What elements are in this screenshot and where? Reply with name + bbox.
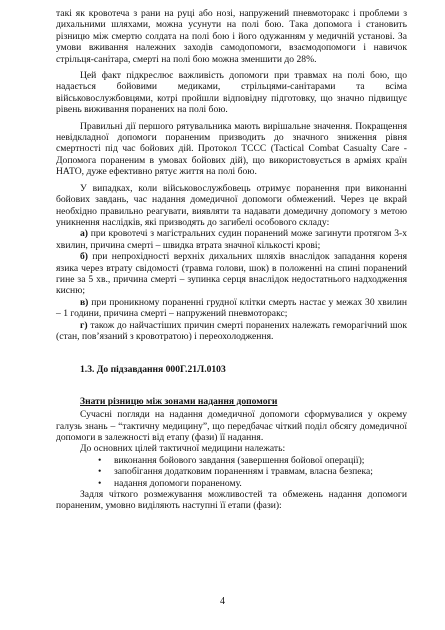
cause-letter-g: г) [80,319,88,331]
cause-letter-a: а) [80,228,88,240]
cause-text-g: також до найчастіших причин смерті поранених належать геморагічний шок (стан, пов’язаний з кровотратою) і переохолодження. [56,319,407,342]
page-number: 4 [220,596,225,607]
paragraph-2: Цей факт підкреслює важливість допомоги при травмах на полі бою, що надається бойовими медиками, стрільцями-санітарами та всіма військовослужбовцями, котрі пройшли відповідну підготовку, що значно підвищує рівень виживання поранених на полі бою. [56,70,407,116]
paragraph-4: У випадках, коли військовослужбовець отримує поранення при виконанні бойових завдань, час надання домедичної допомоги обмежений. Через це вкрай необхідно правильно реагувати, виявляти та надавати домедичну допомогу з метою уникнення наслідків, які призводять до загибелі особового складу: [56,182,407,228]
list-item: • виконання бойового завдання (завершення бойової операції); [114,455,407,466]
list-item: • запобігання додатковим пораненням і травмам, власна безпека; [114,466,407,477]
paragraph-7: Задля чіткого розмежування можливостей та обмежень надання допомоги пораненим, умовно виділяють наступні її етапи (фази): [56,489,407,512]
cause-text-b: при непрохідності верхніх дихальних шляхів внаслідок западання кореня язика через втрату свідомості (травма голови, шок) в положенні на спині поранений гине за 5 хв., причина смерті – зупинка серця внаслідок недостатнього надходження кисню; [56,251,407,297]
paragraph-5: Сучасні погляди на надання домедичної допомоги сформувалися у окрему галузь знань – “тактичну медицину”, що передбачає чіткий поділ обсягу домедичної допомоги в залежності від етапу (фази) її надання. [56,409,407,443]
paragraph-1: такі як кровотеча з рани на руці або нозі, напружений пневмоторакс і проблеми з дихальними шляхами, можна усунути на полі бою. Така допомога і становить різницю між смертю солдата на полі бою і його одужанням у медичній установі. За умови вживання належних заходів самодопомоги, взаємодопомоги і навичок стрільця-санітара, смерті на полі бою можна зменшити до 28%. [56,8,407,65]
cause-item-v [56,297,407,320]
paragraph-3: Правильні дії першого рятувальника мають вирішальне значення. Покращення невідкладної допомоги пораненим призводить до значного зниження рівня смертності під час бойових дій. Протокол ТССС (Tactical Combat Casualty Care - Допомога пораненим в умовах бойових дій), що використовується в арміях країн НАТО, дуже ефективно рятує життя на полі бою. [56,120,407,178]
cause-item-b [56,251,407,297]
cause-text-v: при проникному пораненні грудної клітки смерть настає у межах 30 хвилин – 1 години, причина смерті – напружений пневмоторакс; [56,296,408,320]
cause-letter-v: в) [80,296,89,308]
cause-letter-b: б) [80,251,88,263]
cause-item-a [56,228,407,251]
list-item: • надання допомоги пораненому. [114,478,407,489]
goals-list [56,455,407,489]
section-subheading: Знати різницю між зонами надання допомоги [80,395,278,407]
cause-text-a: при кровотечі з магістральних судин поранений може загинути протягом 3-х хвилин, причина смерті – швидка втрата значної кількості крові; [56,228,407,251]
cause-item-g [56,320,407,343]
section-heading: 1.3. До підзавдання 000Г.21Л.0103 [80,364,226,376]
paragraph-6: До основних цілей тактичної медицини належать: [80,443,286,455]
